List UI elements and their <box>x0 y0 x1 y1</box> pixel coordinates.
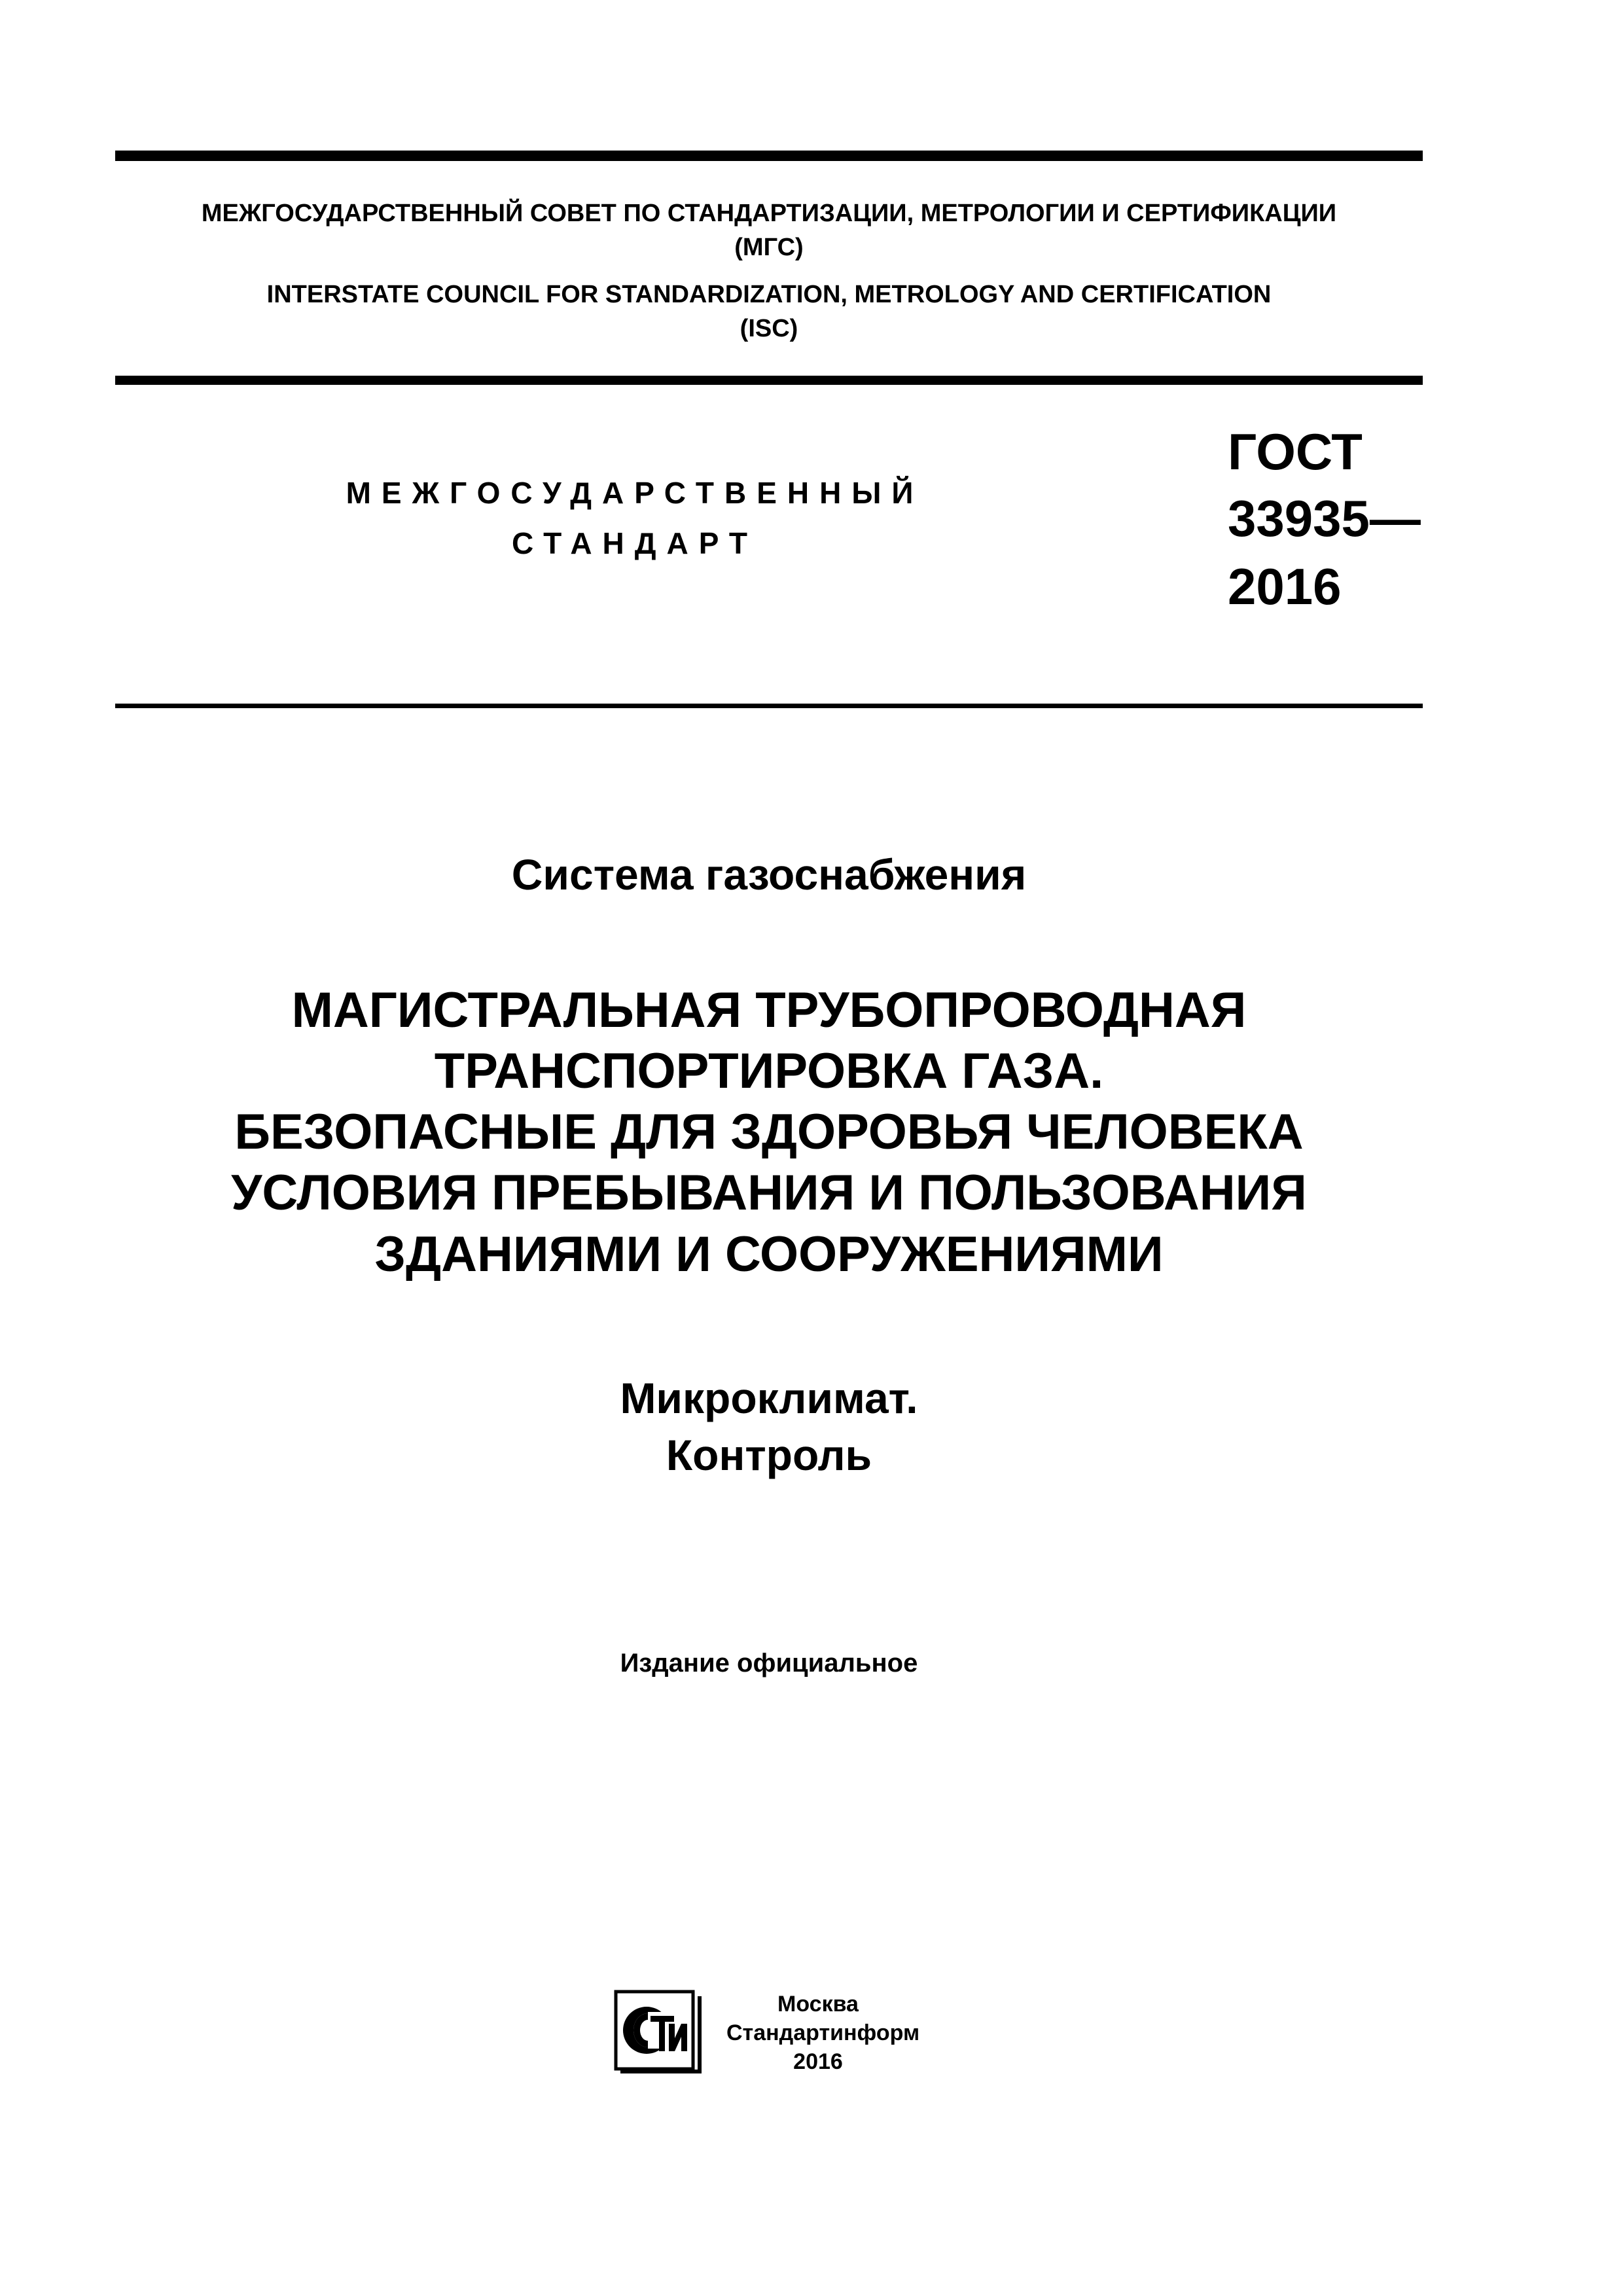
middle-rule <box>115 376 1423 385</box>
council-abbr-ru: (МГС) <box>734 234 804 261</box>
publisher-name: Стандартинформ <box>726 2020 920 2045</box>
council-name-ru: МЕЖГОСУДАРСТВЕННЫЙ СОВЕТ ПО СТАНДАРТИЗАЦИИ, МЕТРОЛОГИИ И СЕРТИФИКАЦИИ <box>201 200 1337 227</box>
council-name-en: INTERSTATE COUNCIL FOR STANDARDIZATION, METROLOGY AND CERTIFICATION <box>266 281 1272 308</box>
council-abbr-en: (ISC) <box>740 315 798 342</box>
designation-line2: 33935— <box>1228 490 1421 547</box>
document-title-line3: БЕЗОПАСНЫЕ ДЛЯ ЗДОРОВЬЯ ЧЕЛОВЕКА <box>234 1104 1304 1160</box>
publisher-year: 2016 <box>793 2049 843 2074</box>
standard-kind-line2: СТАНДАРТ <box>512 526 758 560</box>
designation-line1: ГОСТ <box>1228 423 1363 480</box>
series-title: Система газоснабжения <box>511 850 1027 899</box>
standartinform-logo-icon <box>614 1990 704 2075</box>
document-title-line2: ТРАНСПОРТИРОВКА ГАЗА. <box>434 1043 1104 1099</box>
subtitle-line1: Микроклимат. <box>620 1374 918 1422</box>
document-title-line1: МАГИСТРАЛЬНАЯ ТРУБОПРОВОДНАЯ <box>291 982 1247 1038</box>
subtitle-line2: Контроль <box>666 1431 872 1479</box>
document-title-line4: УСЛОВИЯ ПРЕБЫВАНИЯ И ПОЛЬЗОВАНИЯ <box>231 1165 1307 1221</box>
edition-label: Издание официальное <box>620 1649 918 1677</box>
designation-line3: 2016 <box>1228 558 1342 615</box>
bottom-rule <box>115 704 1423 708</box>
document-title-line5: ЗДАНИЯМИ И СООРУЖЕНИЯМИ <box>374 1227 1164 1282</box>
top-rule <box>115 151 1423 161</box>
standard-kind-line1: МЕЖГОСУДАРСТВЕННЫЙ <box>346 476 924 510</box>
publisher-city: Москва <box>777 1992 859 2017</box>
